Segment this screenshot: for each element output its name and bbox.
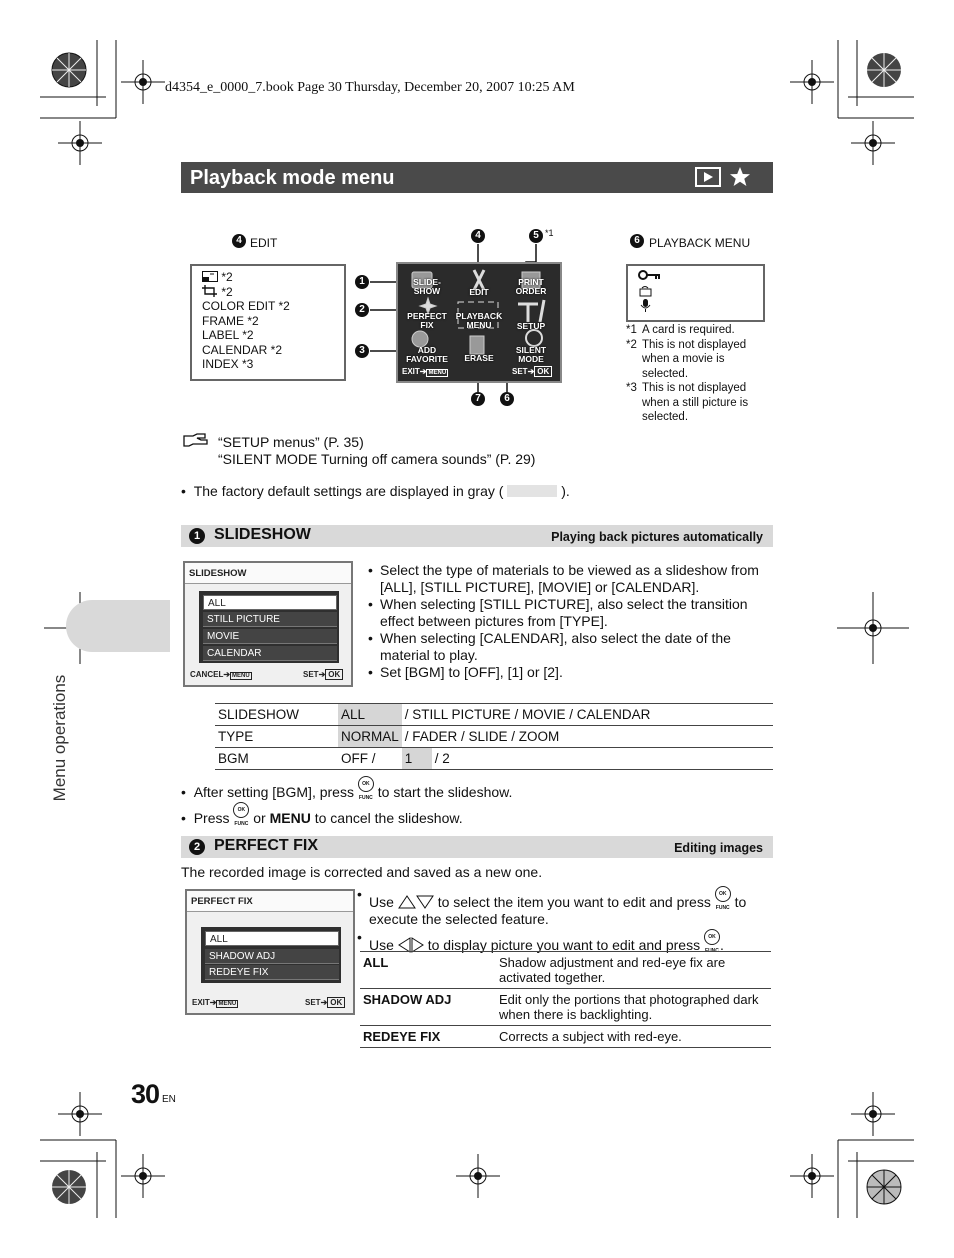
perfect-fix-num-icon: 2 — [189, 839, 205, 855]
perfect-fix-screen-exit: EXIT➔ MENU — [192, 998, 237, 1007]
table-row: SHADOW ADJ Edit only the portions that photographed dark when there is backlighting. — [360, 989, 771, 1026]
perfect-fix-bullet-2: • Use to display picture you want to edit and press OK FUNC. — [357, 929, 724, 954]
slideshow-option-movie[interactable]: MOVIE — [203, 629, 337, 644]
perfect-fix-bullet-1: • Use to select the item you want to edit and press OK FUNC to execute the selected feature. — [357, 886, 747, 927]
playback-menu-label[interactable]: PLAYBACK MENU — [455, 311, 503, 330]
slideshow-option-all[interactable]: ALL — [203, 595, 337, 610]
footnote-1: *1 A card is required. — [626, 324, 735, 336]
slideshow-screen-set: SET➔ OK — [303, 670, 343, 679]
playback-menu-label-text: PLAYBACK MENU — [649, 236, 751, 250]
callout-7: 7 — [471, 392, 485, 406]
frame-item: FRAME *2 — [202, 313, 259, 328]
factory-default-note: • The factory default settings are displayed in gray ( ). — [181, 483, 570, 499]
slideshow-menu-label[interactable]: SLIDE- SHOW — [413, 277, 441, 296]
slideshow-settings-table — [215, 703, 773, 770]
footnote-2: *2 This is not displayed when a movie is selected. — [626, 338, 747, 380]
references — [218, 434, 535, 468]
erase-menu-label[interactable]: ERASE — [464, 353, 494, 363]
ok-func-icon: OK FUNC — [704, 929, 720, 945]
playback-menu-screen — [396, 262, 562, 383]
print-order-menu-label[interactable]: PRINT ORDER — [515, 277, 547, 296]
slideshow-option-calendar[interactable]: CALENDAR — [203, 646, 337, 661]
slideshow-bullet-1: • Select the type of materials to be viewed as a slideshow from [ALL], [STILL PICTURE], [MOVIE] or [CALENDAR]. — [368, 562, 773, 596]
perfect-fix-screen-title: PERFECT FIX — [191, 896, 253, 907]
book-header: d4354_e_0000_7.book Page 30 Thursday, December 20, 2007 10:25 AM — [165, 80, 575, 95]
side-tab — [66, 600, 170, 652]
crop-item: *2 — [202, 285, 290, 300]
perfect-fix-screen — [185, 889, 355, 1015]
callout-2: 2 — [355, 303, 369, 317]
up-down-arrow-icon — [398, 895, 434, 909]
page-number: 30 — [131, 1079, 160, 1109]
slideshow-bullet-3: • When selecting [CALENDAR], also select the date of the material to play. — [368, 630, 773, 664]
ok-func-icon: OK FUNC — [715, 886, 731, 902]
table-row: SLIDESHOW ALL / STILL PICTURE / MOVIE / CALENDAR — [215, 704, 773, 726]
silent-mode-menu-label[interactable]: SILENT MODE — [515, 345, 547, 364]
footnotes — [626, 323, 766, 425]
index-item: INDEX *3 — [202, 357, 254, 371]
callout-1: 1 — [355, 275, 369, 289]
perfect-fix-option-all[interactable]: ALL — [205, 931, 339, 946]
edit-num-icon: 4 — [232, 234, 246, 248]
perfect-fix-heading: PERFECT FIX — [214, 837, 319, 854]
add-favorite-menu-label[interactable]: ADD FAVORITE — [406, 345, 448, 364]
slideshow-after-notes — [181, 776, 512, 827]
microphone-icon — [640, 299, 652, 313]
slideshow-section-bar — [181, 525, 773, 547]
cancel-note: • Press OK FUNC or MENU to cancel the slideshow. — [181, 802, 512, 827]
edit-menu-label[interactable]: EDIT — [469, 287, 489, 297]
protect-key-icon — [638, 269, 662, 281]
callout-5-note: *1 — [545, 228, 554, 238]
callout-4: 4 — [471, 229, 485, 243]
resize-item: *2 — [202, 270, 290, 285]
perfect-fix-intro: The recorded image is corrected and saved as a new one. — [181, 864, 543, 880]
screen-footer-set: SET➔ OK — [512, 367, 552, 376]
slideshow-subtitle: Playing back pictures automatically — [551, 530, 763, 544]
perfect-fix-table — [360, 951, 771, 1048]
slideshow-bullet-2: • When selecting [STILL PICTURE], also select the transition effect between pictures from [TYPE]. — [368, 596, 773, 630]
slideshow-screen — [183, 561, 353, 687]
ref-setup[interactable]: “SETUP menus” (P. 35) — [218, 434, 364, 450]
perfect-fix-bullets — [357, 886, 773, 954]
screen-footer: EXIT➔ MENU — [402, 367, 447, 376]
gray-swatch — [507, 485, 557, 497]
table-row: ALL Shadow adjustment and red-eye fix are activated together. — [360, 952, 771, 989]
perfect-fix-subtitle: Editing images — [674, 841, 763, 855]
slideshow-screen-cancel: CANCEL➔ MENU — [190, 670, 250, 679]
slideshow-screen-title: SLIDESHOW — [189, 568, 247, 579]
slideshow-num-icon: 1 — [189, 528, 205, 544]
callout-3: 3 — [355, 344, 369, 358]
calendar-item: CALENDAR *2 — [202, 342, 283, 357]
perfect-fix-screen-set: SET➔ OK — [305, 998, 345, 1007]
perfect-fix-option-redeye[interactable]: REDEYE FIX — [205, 965, 339, 980]
table-row: REDEYE FIX Corrects a subject with red-eye. — [360, 1026, 771, 1048]
after-bgm-note: • After setting [BGM], press OK FUNC to start the slideshow. — [181, 776, 512, 801]
ok-func-icon: OK FUNC — [358, 776, 374, 792]
slideshow-heading: SLIDESHOW — [214, 526, 311, 543]
color-edit-item: COLOR EDIT *2 — [202, 299, 290, 313]
callout-lines — [0, 0, 954, 500]
footnote-3: *3 This is not displayed when a still picture is selected. — [626, 382, 749, 423]
edit-label: EDIT — [250, 236, 278, 250]
ok-func-icon: OK FUNC — [233, 802, 249, 818]
perfect-fix-option-shadow[interactable]: SHADOW ADJ — [205, 949, 339, 964]
playback-menu-num-icon: 6 — [630, 234, 644, 248]
page-lang: EN — [162, 1094, 176, 1105]
perfect-fix-menu-label[interactable]: PERFECT FIX — [407, 311, 447, 330]
callout-6: 6 — [500, 392, 514, 406]
rotate-icon — [639, 285, 653, 297]
table-row: BGM OFF / 1 / 2 — [215, 748, 773, 770]
playback-menu-box — [626, 264, 765, 322]
slideshow-bullet-4: • Set [BGM] to [OFF], [1] or [2]. — [368, 664, 773, 681]
side-tab-label: Menu operations — [50, 674, 69, 802]
callout-5: 5 — [529, 229, 543, 243]
page-title: Playback mode menu — [190, 167, 395, 189]
slideshow-option-still[interactable]: STILL PICTURE — [203, 612, 337, 627]
setup-menu-label[interactable]: SETUP — [516, 321, 546, 331]
slideshow-bullets — [368, 562, 773, 681]
reference-hand-icon — [183, 433, 209, 447]
perfect-fix-section-bar — [181, 836, 773, 858]
table-row: TYPE NORMAL / FADER / SLIDE / ZOOM — [215, 726, 773, 748]
ref-silent[interactable]: “SILENT MODE Turning off camera sounds” (P. 29) — [218, 451, 536, 467]
label-item: LABEL *2 — [202, 328, 254, 342]
